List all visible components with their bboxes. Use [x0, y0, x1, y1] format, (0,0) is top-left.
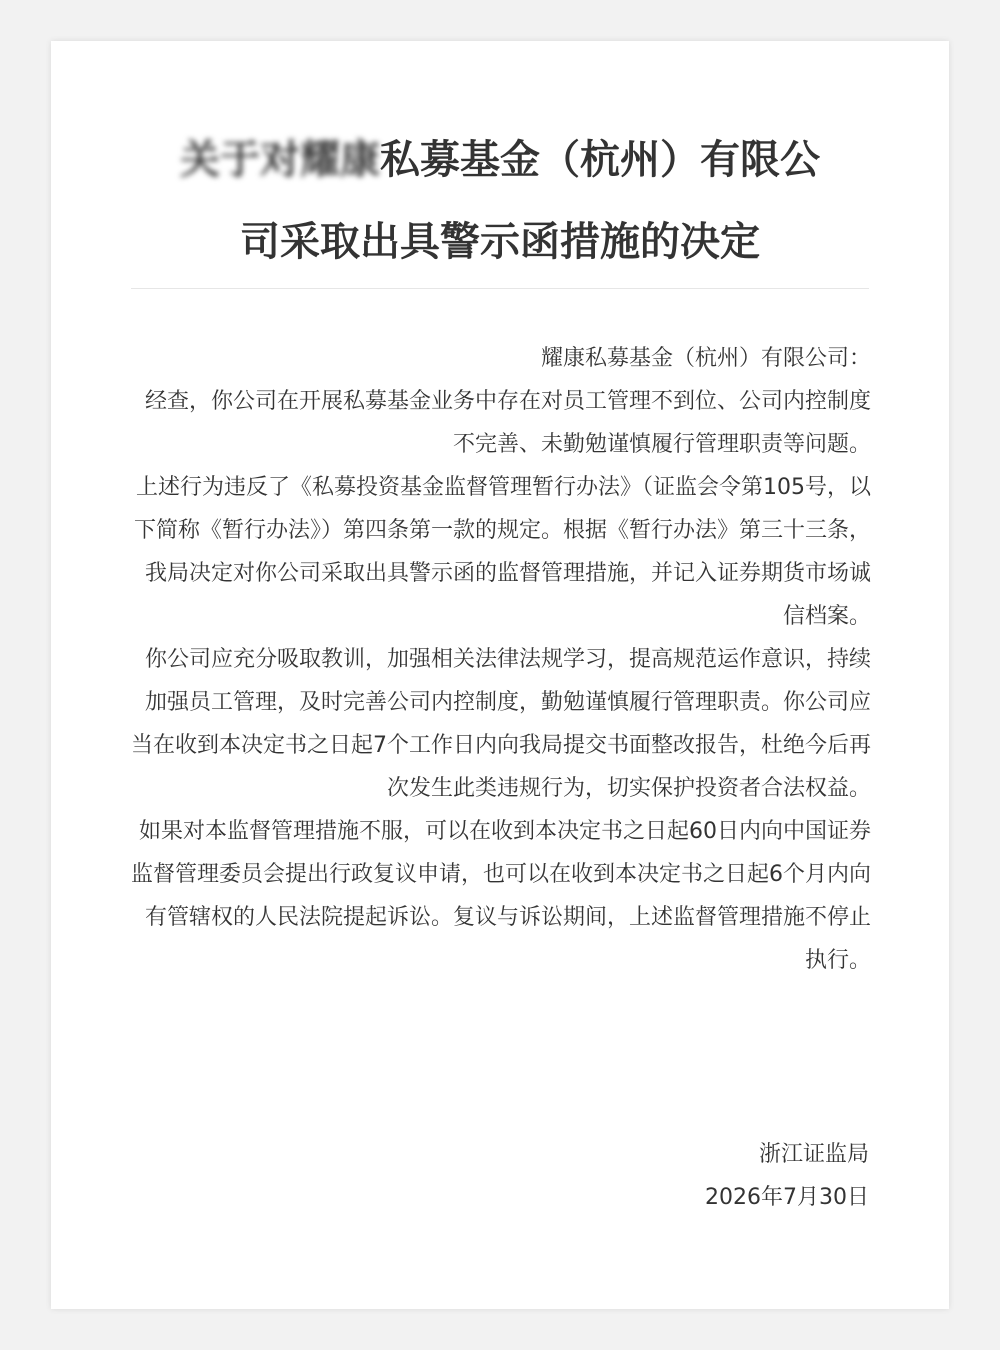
title-obscured-text: 关于对耀康	[180, 137, 380, 183]
title-line-2: 司采取出具警示函措施的决定	[240, 219, 760, 265]
issuer: 浙江证监局	[758, 1142, 869, 1167]
title-line-1	[131, 119, 869, 201]
addressee: 耀康私募基金（杭州）有限公司：	[540, 346, 871, 371]
document-title	[131, 119, 869, 283]
signature-block	[131, 1133, 869, 1219]
issue-date: 2026年7月30日	[705, 1185, 869, 1210]
paragraph: 上述行为违反了《私募投资基金监督管理暂行办法》（证监会令第105号，以下简称《暂行办法》）第四条第一款的规定。根据《暂行办法》第三十三条，我局决定对你公司采取出具警示函的监督管理措施，并记入证券期货市场诚信档案。	[133, 475, 871, 629]
paragraph: 如果对本监督管理措施不服，可以在收到本决定书之日起60日内向中国证券监督管理委员会提出行政复议申请，也可以在收到本决定书之日起6个月内向有管辖权的人民法院提起诉讼。复议与诉讼期间，上述监督管理措施不停止执行。	[131, 819, 871, 973]
paragraph: 你公司应充分吸取教训，加强相关法律法规学习，提高规范运作意识，持续加强员工管理，及时完善公司内控制度，勤勉谨慎履行管理职责。你公司应当在收到本决定书之日起7个工作日内向我局提交书面整改报告，杜绝今后再次发生此类违规行为，切实保护投资者合法权益。	[131, 647, 871, 801]
title-divider	[131, 288, 869, 289]
title-line-1-text: 私募基金（杭州）有限公	[380, 137, 820, 183]
paragraph: 经查，你公司在开展私募基金业务中存在对员工管理不到位、公司内控制度不完善、未勤勉谨慎履行管理职责等问题。	[144, 389, 871, 457]
document-sheet	[51, 41, 949, 1309]
document-body	[131, 337, 871, 982]
